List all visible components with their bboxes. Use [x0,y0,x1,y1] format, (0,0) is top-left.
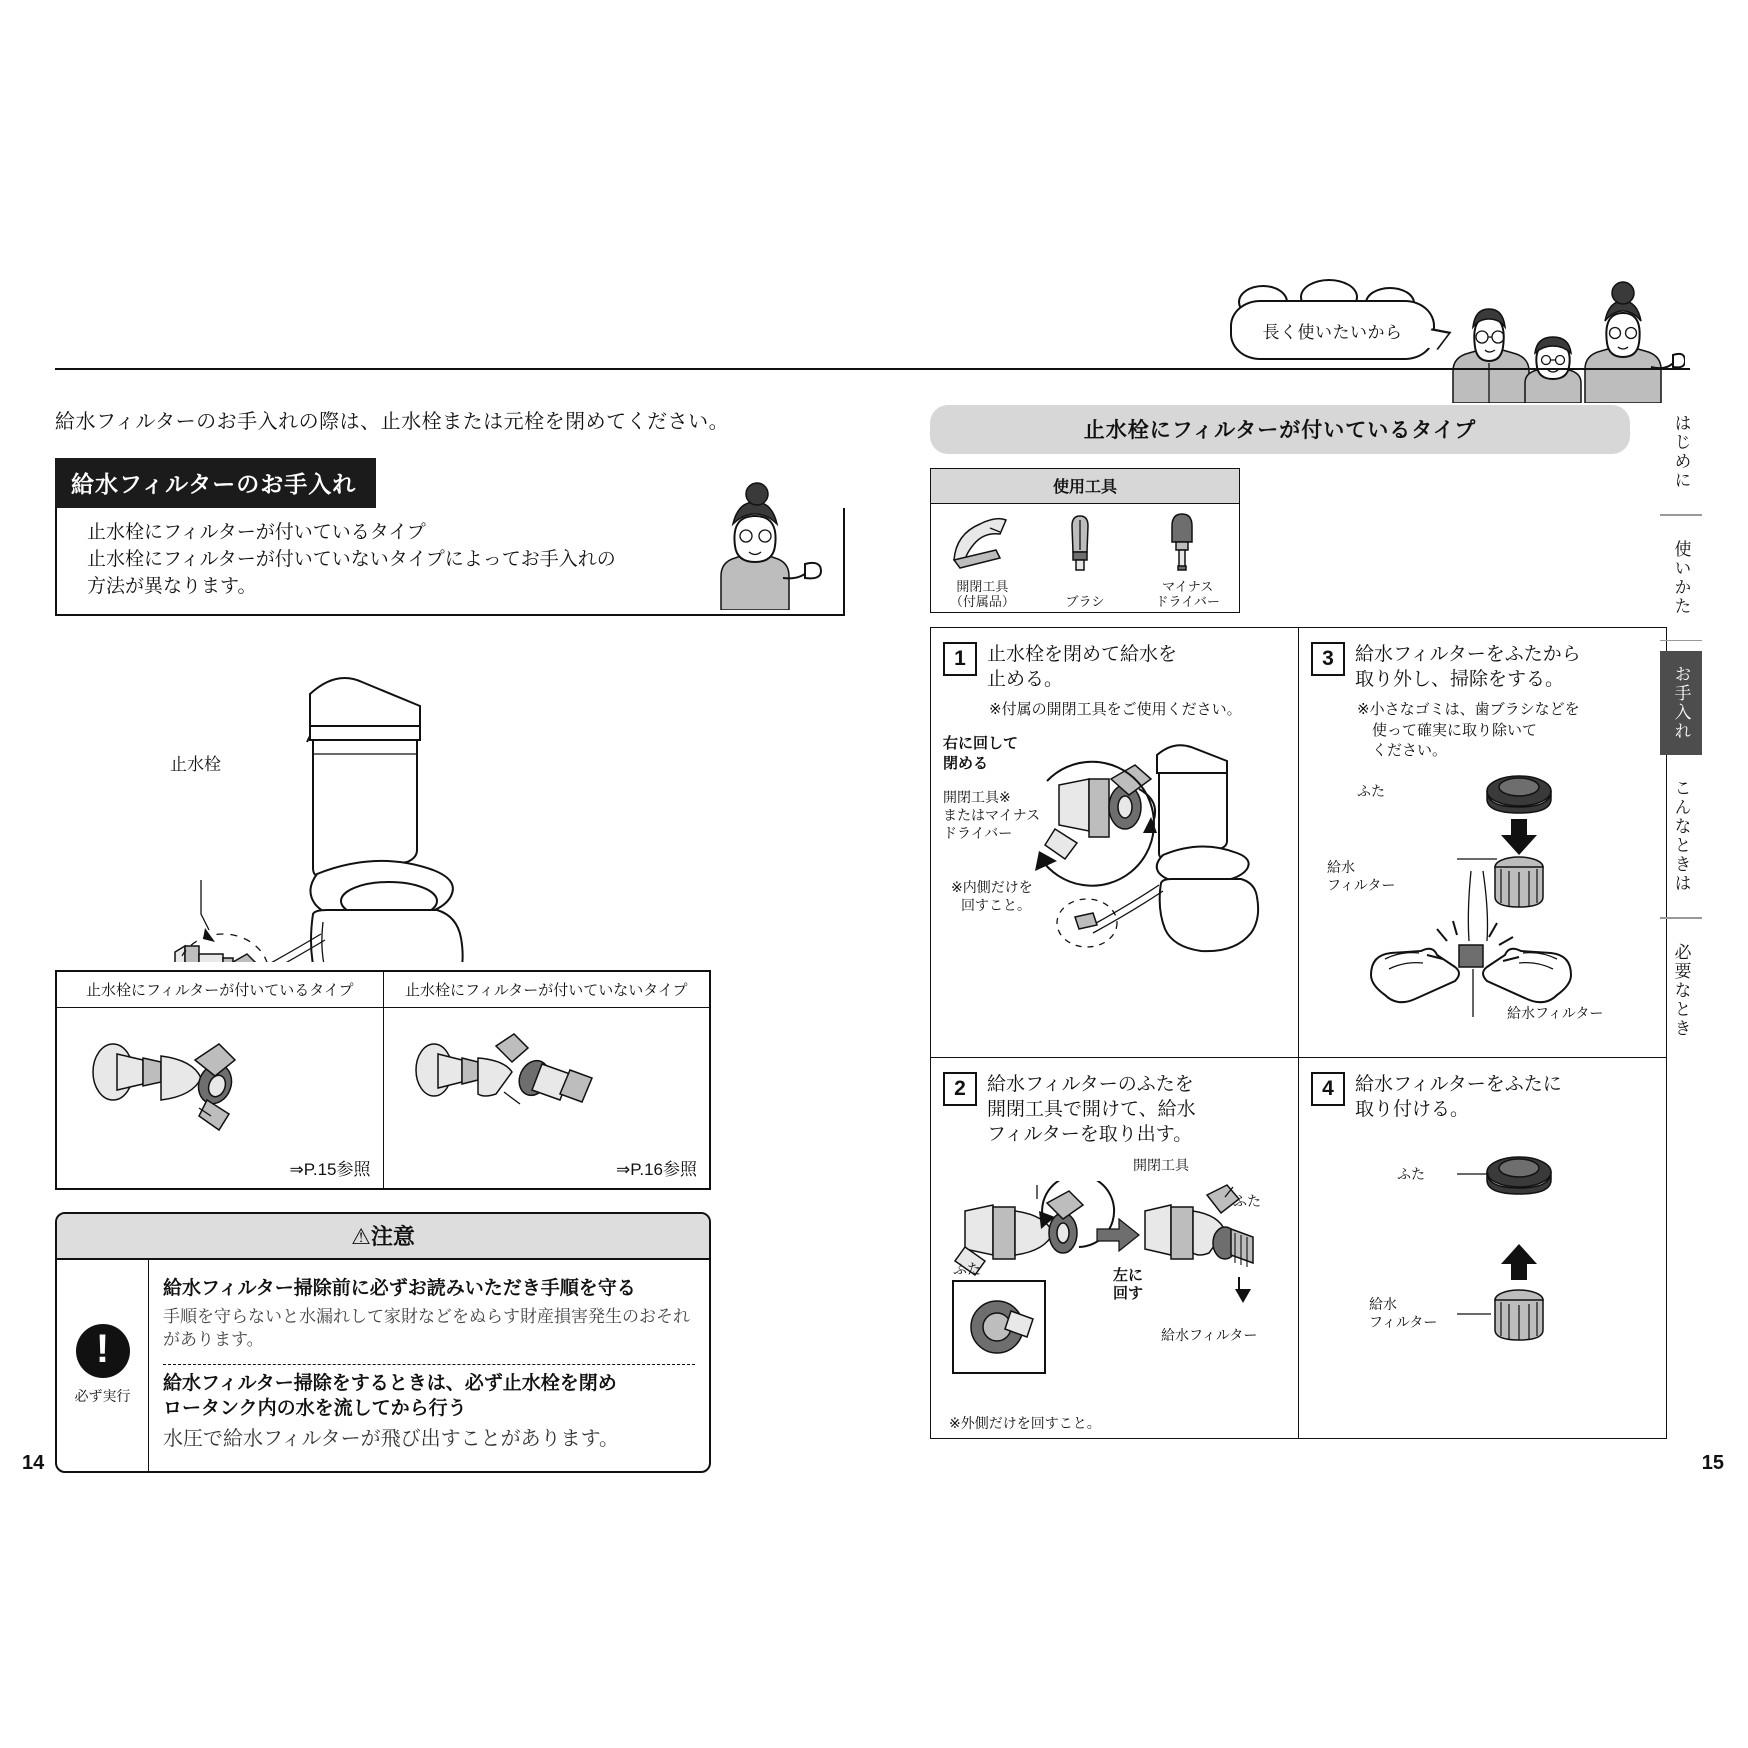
step-1-label-driver: ドライバー [943,824,1013,841]
side-tab-tsukaikata-label: 使いかた [1671,539,1691,616]
caution-box [55,1212,711,1473]
step-3-title-line-1: 取り外し、掃除をする。 [1355,669,1565,691]
step-3-art [1311,767,1655,1058]
step-2-label-outer-only: ※外側だけを回すこと。 [949,1415,1101,1432]
step-2-label-turn: 回す [1113,1285,1144,1303]
toilet-illustration [55,622,845,962]
tool-item-2 [1136,508,1239,612]
step-2-title [987,1072,1196,1147]
tool-item-0 [931,508,1034,612]
tool-1-name: ブラシ [1065,594,1105,610]
step-1-sub: ※付属の開閉工具をご使用ください。 [989,701,1242,719]
step-2-number: 2 [943,1072,977,1106]
step-3-label-supply-filter: 給水フィルター [1507,1005,1604,1022]
step-2-title-line-1: 開閉工具で開けて、給水 [987,1099,1196,1121]
valve-with-filter-illustration [57,1008,377,1158]
caution-icon-caption: 必ず実行 [74,1388,131,1405]
side-tab-separator-1 [1660,514,1702,516]
caution-text-column [149,1260,709,1471]
tool-item-0-label [931,579,1034,610]
step-3-sub [1357,700,1655,761]
toilet-illustration-area [55,622,845,962]
caution-icon-column [57,1260,149,1471]
step-2-label-turn-left: 左に [1113,1267,1144,1285]
side-tab-konnatokiha-label: こんなときは [1671,779,1691,893]
step-3-head [1311,642,1655,692]
speech-bubble [1230,300,1435,360]
valve-type-cell-1 [384,1008,710,1188]
lead-text: 給水フィルターのお手入れの際は、止水栓または元栓を閉めてください。 [55,411,730,433]
step-4-title-line-0: 給水フィルターをふたに [1355,1074,1562,1095]
step-3-sub-line-0: ※小さなゴミは、歯ブラシなどを [1357,701,1580,719]
tools-box [930,468,1240,613]
step-1-label-or-flathead: またはマイナス [943,806,1041,823]
tools-box-body [931,504,1239,612]
stop-valve-label: 止水栓 [170,755,221,774]
step-2-head [943,1072,1286,1147]
step-4-head [1311,1072,1655,1122]
speech-bubble-text: 長く使いたいから [1262,322,1403,342]
side-tab-oteire-label: お手入れ [1671,665,1691,741]
step-2 [931,1058,1299,1438]
step-1-label-inner-only: ※内側だけを [951,878,1033,895]
step-1-label-close: 閉める [943,754,989,772]
step-1-illustration [939,727,1283,1027]
step-4-number: 4 [1311,1072,1345,1106]
step-2-label-lid-left: ふた [953,1261,981,1278]
step-1 [931,628,1299,1058]
valve-without-filter-illustration [384,1008,704,1158]
step-2-illustration [939,1181,1283,1431]
caution-item-0 [163,1270,695,1360]
tool-item-1-label [1034,594,1137,610]
step-1-head [943,642,1286,692]
right-page [930,405,1630,1439]
step-3-title-line-0: 給水フィルターをふたから [1355,644,1581,665]
tool-2-name: マイナス [1162,578,1214,594]
valve-type-headers [57,972,709,1008]
valve-type-ref-0: ⇒P.15参照 [289,1160,371,1179]
caution-body [57,1260,709,1471]
step-4-title-line-1: 取り付ける。 [1355,1099,1470,1121]
step-4-art [1311,1128,1655,1438]
step-4 [1299,1058,1667,1438]
caution-item-0-title: 給水フィルター掃除前に必ずお読みいただき手順を守る [163,1278,636,1299]
side-tab-tsukaikata[interactable] [1660,526,1702,630]
step-2-label-supply-filter: 給水フィルター [1161,1327,1258,1344]
side-tab-separator-3 [1660,917,1702,919]
step-3-title [1355,642,1581,692]
side-tabs [1660,400,1702,1062]
step-1-title [987,642,1177,692]
step-3 [1299,628,1667,1058]
caution-item-1-title-line-1: ロータンク内の水を流してから行う [163,1398,467,1420]
header-divider [55,368,1690,370]
section-title: 給水フィルターのお手入れ [55,458,376,508]
caution-item-1-title-line-0: 給水フィルター掃除をするときは、必ず止水栓を閉め [163,1372,617,1394]
step-1-title-line-0: 止水栓を閉めて給水を [987,644,1178,665]
note-line-3: 方法が異なります。 [87,575,257,597]
step-1-label-turn-right: 右に回して [943,734,1019,752]
side-tab-oteire[interactable] [1660,651,1702,755]
brush-icon [1050,510,1120,572]
step-2-title-line-2: フィルターを取り出す。 [987,1124,1193,1146]
step-3-label-supply: 給水 [1327,859,1355,876]
tool-item-1 [1034,508,1137,612]
step-2-label-tool: 開閉工具 [1133,1157,1189,1174]
step-4-label-lid: ふた [1397,1166,1425,1183]
note-line-2: 止水栓にフィルターが付いていないタイプによってお手入れの [87,548,616,570]
steps-grid [930,627,1667,1439]
valve-type-header-1: 止水栓にフィルターが付いていないタイプ [405,982,688,999]
step-4-illustration [1307,1138,1651,1358]
exclamation-icon: ! [76,1324,130,1378]
step-3-illustration [1307,763,1651,1033]
caution-item-1-desc: 水圧で給水フィルターが飛び出すことがあります。 [163,1427,619,1450]
side-tab-hajimeni[interactable] [1660,400,1702,504]
step-1-label-turn: 回すこと。 [961,896,1031,913]
wrench-tool-icon [934,510,1030,572]
left-page [55,405,845,1473]
side-tab-separator-2 [1660,640,1702,642]
side-tab-hitsuyounatoki-label: 必要なとき [1671,942,1691,1038]
note-box [55,508,845,616]
step-1-number: 1 [943,642,977,676]
flathead-screwdriver-icon [1148,510,1228,572]
note-line-1: 止水栓にフィルターが付いているタイプ [87,522,426,543]
step-1-label-tool: 開閉工具※ [943,788,1011,805]
side-tab-konnatokiha[interactable] [1660,765,1702,907]
side-tab-hitsuyounatoki[interactable] [1660,929,1702,1052]
valve-type-table [55,970,711,1190]
valve-type-ref-1: ⇒P.16参照 [615,1160,697,1179]
side-tab-hajimeni-label: はじめに [1671,414,1691,490]
valve-type-header-0: 止水栓にフィルターが付いているタイプ [57,972,384,1007]
step-4-title [1355,1072,1562,1122]
tool-0-name: 開閉工具 [956,578,1009,594]
step-3-label-lid: ふた [1357,783,1385,800]
caution-title: ⚠注意 [57,1214,709,1260]
caution-item-1 [163,1364,695,1461]
tools-box-header: 使用工具 [931,469,1239,504]
step-1-art [943,727,1286,1058]
tool-0-sub: （付属品） [949,594,1015,610]
step-3-sub-line-1: 使って確実に取り除いて [1357,721,1538,739]
step-2-title-line-0: 給水フィルターのふたを [987,1074,1194,1095]
right-page-title: 止水栓にフィルターが付いているタイプ [930,405,1630,454]
tool-2-sub: ドライバー [1155,594,1220,610]
step-2-art [943,1153,1286,1438]
step-3-number: 3 [1311,642,1345,676]
page-number-right: 15 [1701,1452,1724,1474]
valve-type-cell-0 [57,1008,384,1188]
step-3-label-filter: フィルター [1327,877,1396,894]
pointing-lady-illustration [703,480,823,610]
step-3-sub-line-2: ください。 [1357,741,1448,759]
step-2-label-lid-right: ふた [1233,1193,1261,1210]
tool-item-2-label [1136,579,1239,610]
valve-type-bodies [57,1008,709,1188]
step-4-label-supply: 給水 [1369,1296,1397,1313]
family-illustration [1445,275,1685,403]
top-banner [1230,275,1690,405]
caution-item-0-desc: 手順を守らないと水漏れして家財などをぬらす財産損害発生のおそれがあります。 [163,1306,690,1349]
step-4-label-filter: フィルター [1369,1314,1438,1331]
step-1-title-line-1: 止める。 [987,669,1064,691]
page-number-left: 14 [22,1452,45,1474]
